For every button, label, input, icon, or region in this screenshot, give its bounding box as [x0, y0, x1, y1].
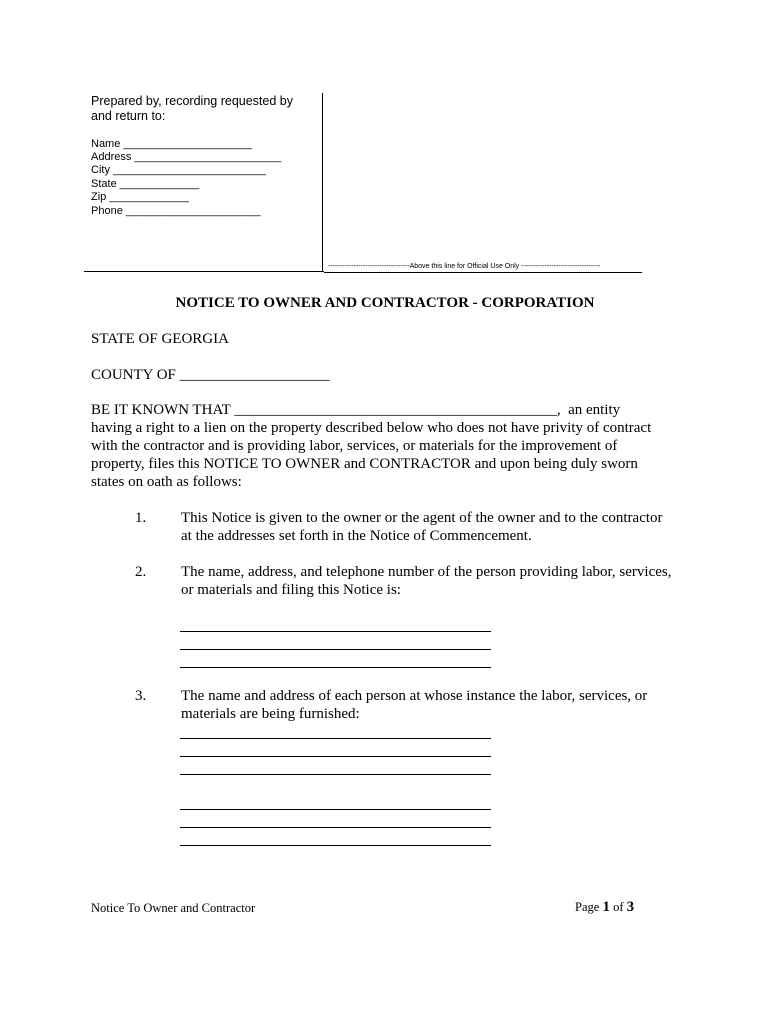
intro-line-1: BE IT KNOWN THAT ___________________________________________, an entity: [91, 402, 621, 418]
blank-line: [180, 809, 491, 810]
blank-line: [180, 738, 491, 739]
prepared-by-label: [91, 94, 293, 124]
page-number: [575, 899, 634, 916]
prepared-by-line-1: Prepared by, recording requested by: [91, 94, 293, 108]
intro-line-5: states on oath as follows:: [91, 474, 242, 490]
blank-line: [180, 756, 491, 757]
page-of: of: [613, 900, 624, 914]
page-total: 3: [626, 899, 635, 915]
item-2-line-2: or materials and filing this Notice is:: [181, 582, 401, 598]
item-1-line-1: This Notice is given to the owner or the agent of the owner and to the contractor: [181, 510, 663, 526]
item-2-number: 2.: [135, 564, 147, 580]
official-use-notice: -----------------------------------Above this line for Official Use Only ----------------------------------: [328, 263, 601, 270]
item-1-line-2: at the addresses set forth in the Notice of Commencement.: [181, 528, 532, 544]
blank-line: [180, 649, 491, 650]
document-title: NOTICE TO OWNER AND CONTRACTOR - CORPORATION: [175, 295, 595, 311]
blank-line: [180, 774, 491, 775]
blank-line: [180, 827, 491, 828]
address-field: Address ________________________: [91, 151, 282, 163]
header-bottom-rule-right: [324, 272, 642, 273]
state-field: State _____________: [91, 178, 200, 190]
page-current: 1: [602, 899, 610, 915]
item-3-line-2: materials are being furnished:: [181, 706, 360, 722]
intro-line-4: property, files this NOTICE TO OWNER and CONTRACTOR and upon being duly sworn: [91, 456, 638, 472]
name-field: Name _____________________: [91, 138, 252, 150]
intro-line-3: with the contractor and is providing labor, services, or materials for the improvement of: [91, 438, 618, 454]
item-1-number: 1.: [135, 510, 147, 526]
header-vertical-divider: [322, 93, 323, 271]
item-3-number: 3.: [135, 688, 147, 704]
city-field: City _________________________: [91, 164, 266, 176]
intro-line-2: having a right to a lien on the property described below who does not have privity of contract: [91, 420, 652, 436]
item-2-line-1: The name, address, and telephone number of the person providing labor, services,: [181, 564, 672, 580]
county-line: COUNTY OF ____________________: [91, 367, 330, 383]
state-line: STATE OF GEORGIA: [91, 331, 229, 347]
footer-title: Notice To Owner and Contractor: [91, 901, 256, 915]
page-label: Page: [575, 900, 600, 914]
prepared-by-line-2: and return to:: [91, 109, 166, 123]
blank-line: [180, 667, 491, 668]
item-3-line-1: The name and address of each person at whose instance the labor, services, or: [181, 688, 648, 704]
blank-line: [180, 845, 491, 846]
blank-line: [180, 631, 491, 632]
header-bottom-rule-left: [84, 271, 324, 272]
phone-field: Phone ______________________: [91, 205, 261, 217]
zip-field: Zip _____________: [91, 191, 189, 203]
